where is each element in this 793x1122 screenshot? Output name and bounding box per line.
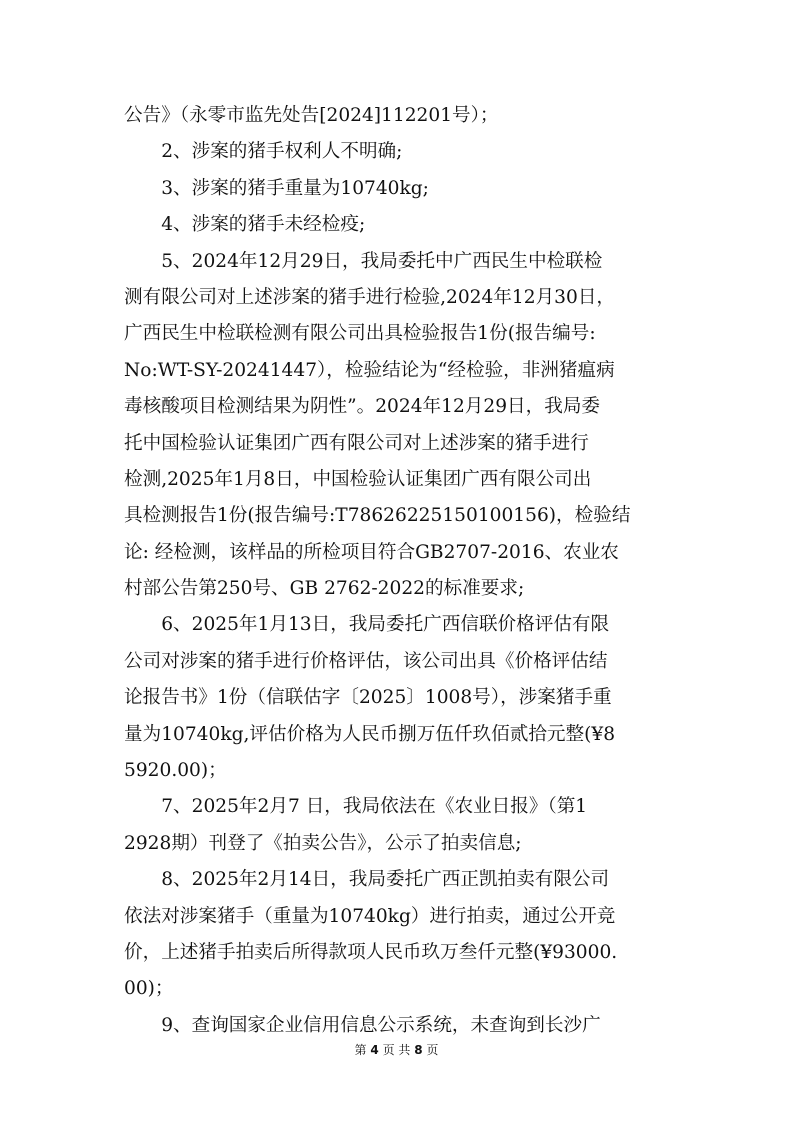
text-line: 2、涉案的猪手权利人不明确; xyxy=(124,141,403,163)
text-line: 5920.00)； xyxy=(124,760,227,782)
footer-suffix: 页 xyxy=(426,1043,439,1057)
text-line: 5、2024年12月29日，我局委托中广西民生中检联检 xyxy=(124,250,603,272)
text-line: 论: 经检测，该样品的所检项目符合GB2707-2016、农业农 xyxy=(124,541,619,563)
total-pages-number: 8 xyxy=(414,1043,423,1057)
footer-middle: 页 共 xyxy=(382,1043,411,1057)
text-line: 量为10740kg,评估价格为人民币捌万伍仟玖佰贰拾元整(¥8 xyxy=(124,723,616,745)
text-line: 测有限公司对上述涉案的猪手进行检验,2024年12月30日， xyxy=(124,286,616,308)
text-line: 托中国检验认证集团广西有限公司对上述涉案的猪手进行 xyxy=(124,432,589,454)
text-line: No:WT-SY-20241447），检验结论为“经检验，非洲猪瘟病 xyxy=(124,359,615,381)
text-line: 7、2025年2月7 日，我局依法在《农业日报》（第1 xyxy=(124,796,588,818)
text-line: 具检测报告1份(报告编号:T78626225150100156)，检验结 xyxy=(124,505,631,527)
text-line: 依法对涉案猪手（重量为10740kg）进行拍卖，通过公开竞 xyxy=(124,905,616,927)
text-line: 6、2025年1月13日，我局委托广西信联价格评估有限 xyxy=(124,614,610,636)
footer-prefix: 第 xyxy=(354,1043,367,1057)
current-page-number: 4 xyxy=(370,1043,379,1057)
text-line: 3、涉案的猪手重量为10740kg; xyxy=(124,177,429,199)
text-line: 公告》（永零市监先处告[2024]112201号）； xyxy=(124,105,499,126)
page-footer xyxy=(0,1041,793,1058)
text-line: 00)； xyxy=(124,978,174,1000)
text-line: 价，上述猪手拍卖后所得款项人民币玖万叁仟元整(¥93000. xyxy=(124,941,618,963)
document-body xyxy=(124,98,670,1044)
text-line: 4、涉案的猪手未经检疫; xyxy=(124,214,366,236)
text-line: 8、2025年2月14日，我局委托广西正凯拍卖有限公司 xyxy=(124,869,610,891)
text-line: 9、查询国家企业信用信息公示系统，未查询到长沙广 xyxy=(124,1014,601,1036)
text-line: 广西民生中检联检测有限公司出具检验报告1份(报告编号: xyxy=(124,323,596,345)
text-line: 村部公告第250号、GB 2762-2022的标准要求; xyxy=(124,578,525,600)
text-line: 公司对涉案的猪手进行价格评估，该公司出具《价格评估结 xyxy=(124,650,608,672)
text-line: 毒核酸项目检测结果为阴性”。2024年12月29日，我局委 xyxy=(124,396,601,418)
text-line: 2928期）刊登了《拍卖公告》，公示了拍卖信息; xyxy=(124,832,522,854)
text-line: 检测,2025年1月8日，中国检验认证集团广西有限公司出 xyxy=(124,468,592,490)
text-line: 论报告书》1份（信联估字〔2025〕1008号），涉案猪手重 xyxy=(124,687,612,709)
